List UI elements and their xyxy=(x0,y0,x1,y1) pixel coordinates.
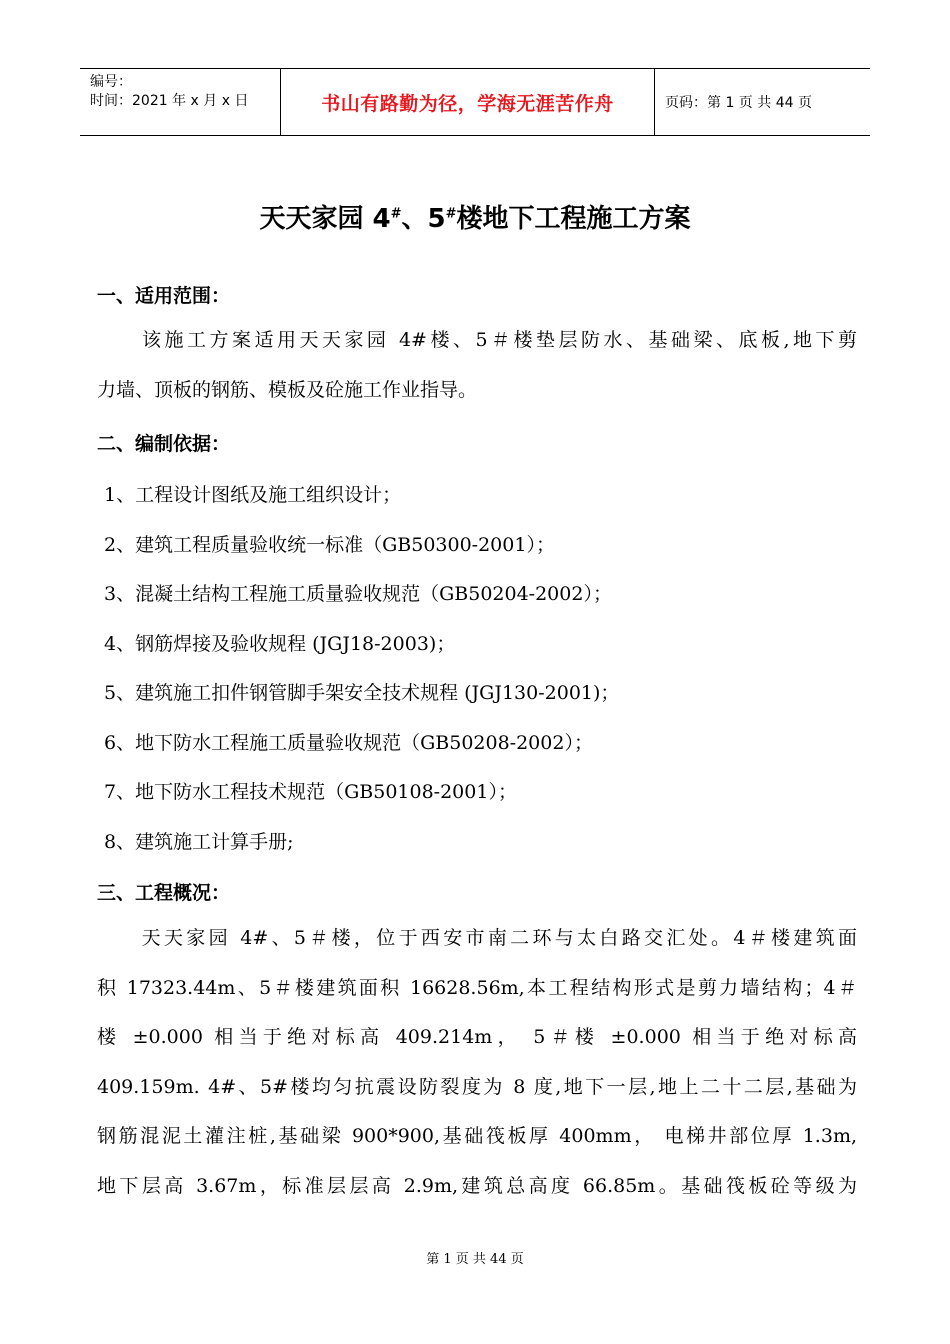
header-page-info: 页码：第 1 页 共 44 页 xyxy=(665,95,812,111)
list-item: 6、地下防水工程施工质量验收规范（GB50208-2002）； xyxy=(104,732,593,754)
title-text-1: 天天家园 4 xyxy=(259,204,391,234)
paragraph-line: 地下层高 3.67m，标准层层高 2.9m,建筑总高度 66.85m。基础筏板砼等级为 xyxy=(97,1174,857,1197)
section-body-scope xyxy=(97,316,857,415)
header-meta xyxy=(80,69,281,135)
paragraph-line: 409.159m. 4#、5#楼均匀抗震设防裂度为 8 度,地下一层,地上二十二层,基础为 xyxy=(97,1075,857,1098)
title-sup-2: # xyxy=(445,206,457,222)
list-item: 1、工程设计图纸及施工组织设计； xyxy=(104,484,402,506)
paragraph-line: 楼 ±0.000 相当于绝对标高 409.214m， 5＃楼 ±0.000 相当于绝对标高 xyxy=(97,1026,857,1048)
section-heading-scope: 一、适用范围： xyxy=(97,285,231,307)
section-heading-basis: 二、编制依据： xyxy=(97,433,231,455)
section-heading-overview: 三、工程概况： xyxy=(97,882,231,904)
document-date: 时间：2021 年 x 月 x 日 xyxy=(90,93,249,109)
list-item: 3、混凝土结构工程施工质量验收规范（GB50204-2002）； xyxy=(104,583,612,605)
list-item: 5、建筑施工扣件钢管脚手架安全技术规程 (JGJ130-2001)； xyxy=(104,682,620,704)
paragraph-line: 该施工方案适用天天家园 4#楼、5＃楼垫层防水、基础梁、底板,地下剪 xyxy=(97,329,857,351)
title-text-2: 、5 xyxy=(401,204,446,234)
header-table xyxy=(80,68,870,136)
document-number-label: 编号： xyxy=(90,74,132,90)
section-body-overview xyxy=(97,914,857,1211)
list-item: 2、建筑工程质量验收统一标准（GB50300-2001）； xyxy=(104,534,555,556)
paragraph-line: 力墙、顶板的钢筋、模板及砼施工作业指导。 xyxy=(97,378,478,401)
document-title xyxy=(0,198,950,235)
paragraph-line: 钢筋混泥土灌注桩,基础梁 900*900,基础筏板厚 400mm， 电梯井部位厚 1.3m, xyxy=(97,1125,857,1147)
list-item: 7、地下防水工程技术规范（GB50108-2001）； xyxy=(104,781,517,803)
paragraph-line: 天天家园 4#、5＃楼，位于西安市南二环与太白路交汇处。4＃楼建筑面 xyxy=(97,927,857,949)
title-sup-1: # xyxy=(390,206,402,222)
paragraph-line: 积 17323.44m、5＃楼建筑面积 16628.56m,本工程结构形式是剪力墙结构；4＃ xyxy=(97,976,857,999)
list-item: 4、钢筋焊接及验收规程 (JGJ18-2003)； xyxy=(104,633,456,655)
header-motto: 书山有路勤为径，学海无涯苦作舟 xyxy=(281,69,655,135)
list-item: 8、建筑施工计算手册; xyxy=(104,831,294,853)
page-footer: 第 1 页 共 44 页 xyxy=(426,1252,524,1267)
title-text-3: 楼地下工程施工方案 xyxy=(456,204,691,234)
